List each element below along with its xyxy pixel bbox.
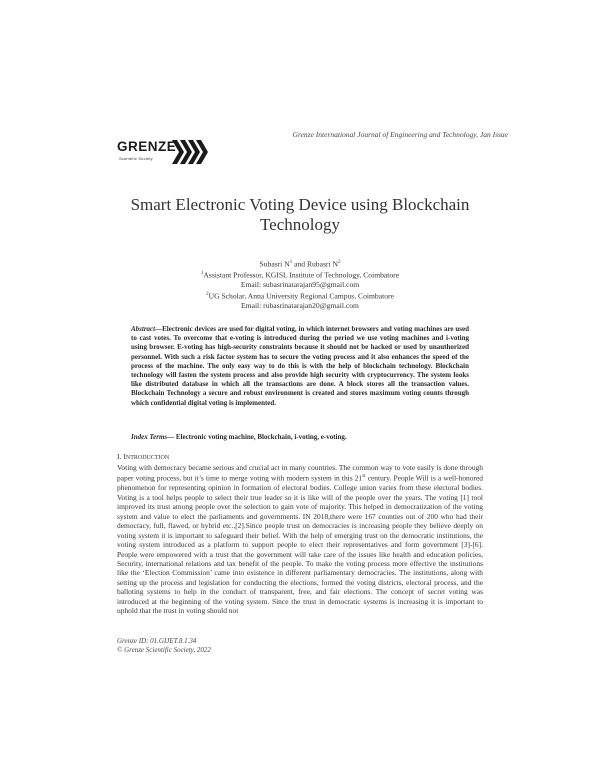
- copyright: © Grenze Scientific Society, 2022: [117, 646, 211, 655]
- index-terms: [131, 433, 469, 441]
- affiliation-2-sup: 2: [206, 291, 209, 297]
- author-1: Subasri N: [259, 259, 290, 269]
- introduction-paragraph: [117, 463, 483, 616]
- affiliation-1-sup: 1: [200, 271, 204, 277]
- body-text-start: Voting with democracy became serious and crucial act in many countries. The common way to vote easily is done through paper voting process, but it’s time to merge voting with modern system in this 21: [117, 463, 483, 483]
- abstract: [131, 325, 469, 408]
- author-2-sup: 2: [337, 260, 341, 265]
- author-block: [100, 258, 500, 311]
- affiliation-2: [100, 290, 500, 301]
- page-footer: [117, 637, 211, 656]
- title-line-1: Smart Electronic Voting Device using Blockchain: [130, 195, 470, 214]
- grenze-id: Grenze ID: 01.GIJET.8.1.34: [117, 637, 197, 645]
- title-line-2: Technology: [259, 215, 340, 234]
- body-text-rest: century. People Will is a well-honored phenomenon for representing opinion in formation of electoral bodies. College union varies from these electoral bodies. Voting is a tool helps people to select their true leader so it is like will of the people over the years. The voting [1] tool improved its trust among people over the selection to gain vote of majority. This helped in democratization of the voting system and value to elect the parliaments and governments. IN 2018,there were 167 counties out of 200 who had their democracy, full, flawed, or hybrid etc.,[2].Since people trust on democracies is increasing people they believe deeply on voting system it is important to safeguard their belief. With the help of emerging trust on the democratic institutions, the voting system introduced as a platform to support people to elect their representatives and form government [3]-[6]. People were empowered with a trust that the government will take care of the issues like health and education policies, Security, international relations and tax benefit of the people. To make the voting process more effective the institutions like the ‘Election Commission’ came into existence in different parliamentary democracies. The institutions, along with setting up the process and legislation for conducting the elections, formed the voting districts, electoral process, and the balloting systems to help in the conduct of transparent, free, and fair elections. The concept of secret voting was introduced at the beginning of the voting system. Since the trust in democratic systems is increasing it is important to uphold that the trust in voting should not: [117, 473, 483, 616]
- affiliation-2-text: UG Scholar, Anna University Regional Campus, Coimbatore: [208, 291, 394, 301]
- grenze-logo: [117, 138, 212, 166]
- logo-chevrons-icon: [172, 138, 210, 166]
- index-terms-text: — Electronic voting machine, Blockchain, i-voting, e-voting.: [167, 433, 347, 441]
- author-2: and Rubasri N: [292, 259, 338, 269]
- section-heading-cap: I. I: [117, 452, 126, 461]
- logo-wordmark: GRENZE: [117, 139, 177, 154]
- affiliation-1: [100, 269, 500, 280]
- author-1-sup: 1: [289, 260, 293, 265]
- abstract-lead: Abstract: [131, 325, 156, 333]
- abstract-text: —Electronic devices are used for digital voting, in which internet browsers and voting machines are used to cast votes. To overcome that e-voting is introduced during the period we use voting machines and i-voting using browser. E-voting has high-security constraints because it should not be hacked or used by unauthorized personnel. With such a risk factor system has to secure the voting process and it also enhances the speed of the process of the machine. The only easy way to do this is with the help of blockchain technology. Blockchain technology will fasten the system process and also provide high security with cryptocurrency. The system looks like distributed database in which all the transactions are done. A block stores all the transaction values. Blockchain Technology a secure and robust environment is created and stores maximum voting counts through which confidential digital voting is implemented.: [131, 325, 469, 407]
- author-names: [100, 258, 500, 269]
- paper-title: [100, 195, 500, 235]
- email-2: Email: rubasrinatarajan20@gmail.com: [241, 300, 359, 310]
- affiliation-1-text: Assistant Professor, KGISL Institute of Technology, Coimbatore: [203, 270, 400, 280]
- section-heading-introduction: [117, 452, 169, 461]
- logo-tagline: Scientific Society: [119, 156, 153, 161]
- section-heading-rest: NTRODUCTION: [125, 455, 170, 461]
- index-terms-lead: Index Terms: [131, 433, 168, 441]
- email-1: Email: subasrinatarajan95@gmail.com: [240, 280, 360, 290]
- body-superscript: st: [362, 474, 366, 480]
- journal-name: Grenze International Journal of Engineering and Technology, Jan Issue: [292, 130, 508, 139]
